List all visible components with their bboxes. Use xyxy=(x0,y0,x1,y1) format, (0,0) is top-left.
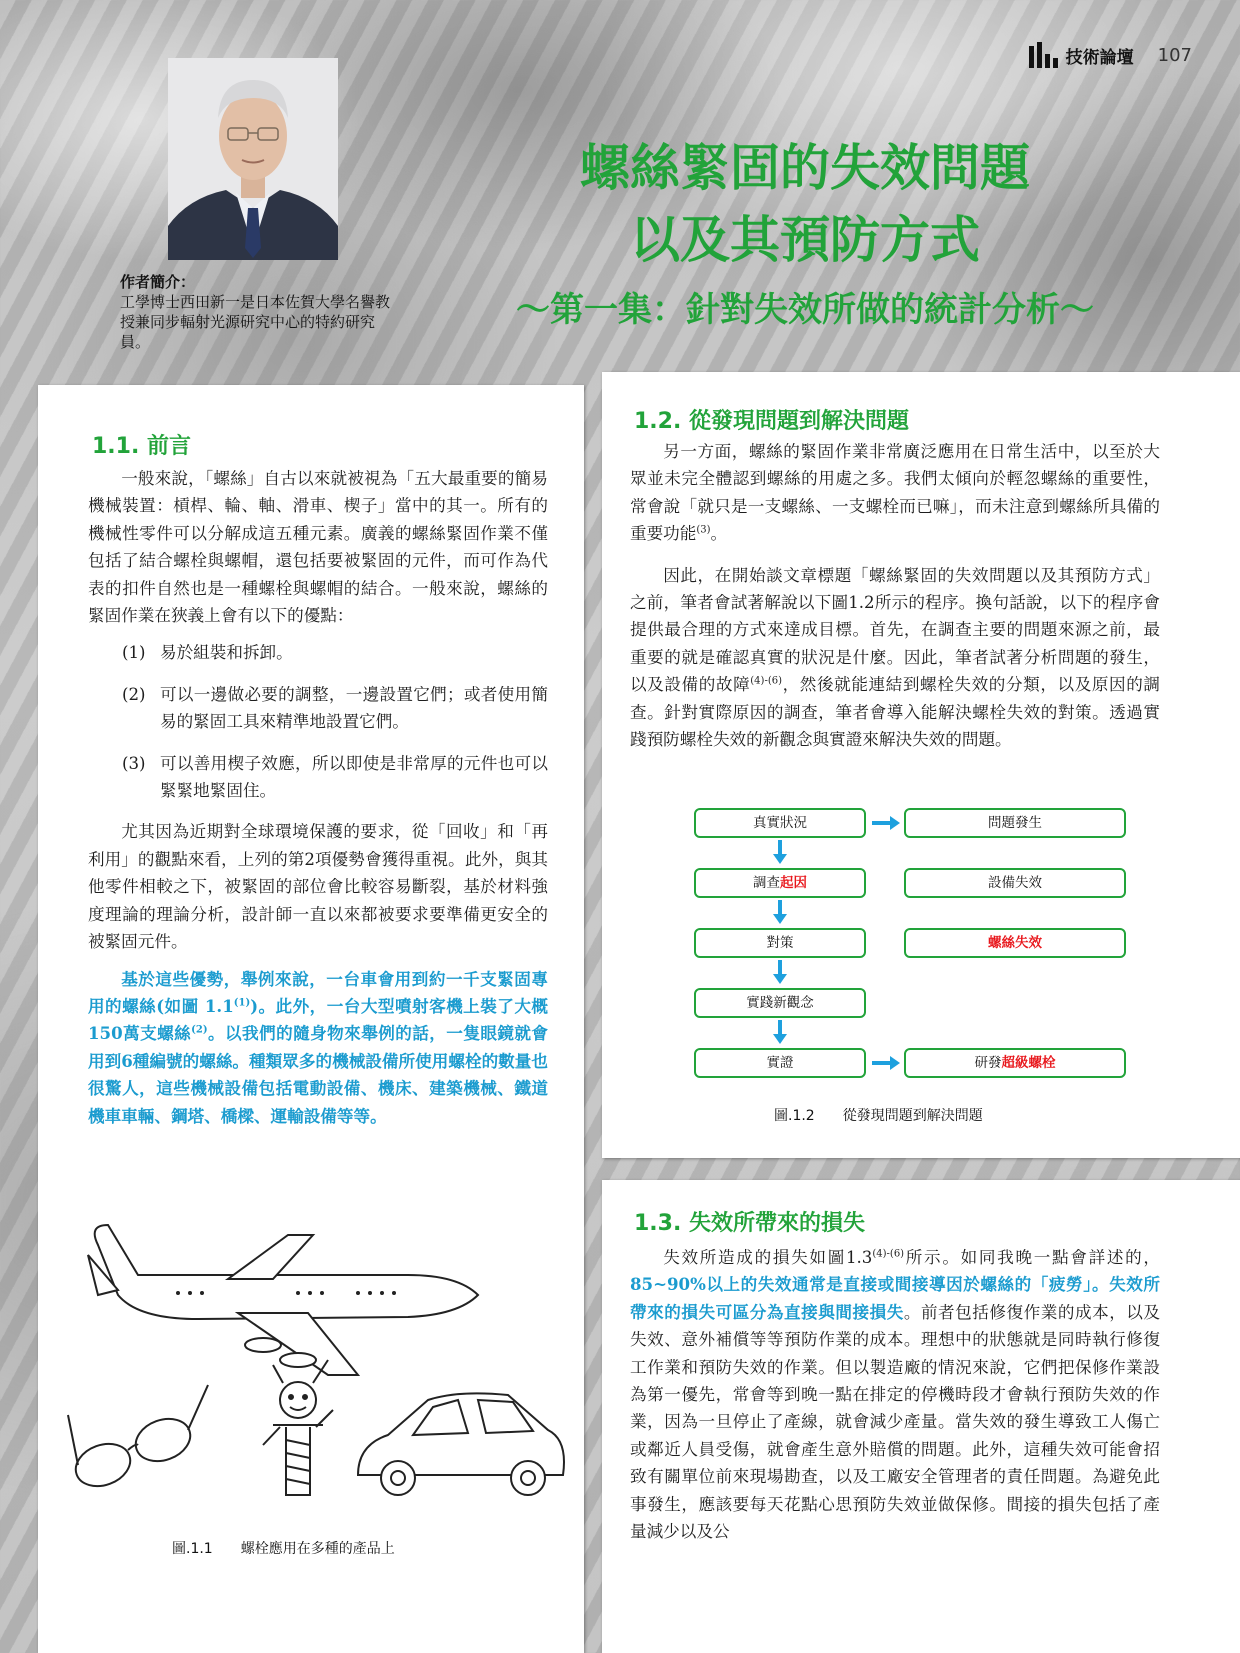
author-bio-text: 工學博士西田新一是日本佐賀大學名譽教授兼同步輻射光源研究中心的特約研究員。 xyxy=(120,293,391,351)
flow-box-verification xyxy=(694,1048,866,1078)
advantages-list xyxy=(88,639,548,804)
list-item-text: 可以善用楔子效應，所以即使是非常厚的元件也可以緊緊地緊固住。 xyxy=(160,753,548,801)
figure-1-1-number: 圖.1.1 xyxy=(172,1541,213,1557)
article-title xyxy=(400,132,1210,336)
list-item xyxy=(88,681,548,736)
list-item-number: (3) xyxy=(122,753,146,773)
figure-1-2-caption xyxy=(774,1105,983,1125)
reference-3: (3) xyxy=(696,524,711,536)
flow-box-develop-super-bolt xyxy=(904,1048,1126,1078)
flow-box-screw-failure xyxy=(904,928,1126,958)
section-1-1-body xyxy=(88,465,548,1130)
left-column-panel xyxy=(38,385,584,1653)
p2-part-b: ，然後就能連結到螺栓失效的分類，以及原因的調查。針對實際原因的調查，筆者會導入能解決螺栓失效的對策。透過實踐預防螺栓失效的新觀念與實證來解決失效的問題。 xyxy=(630,675,1161,750)
list-item-text: 易於組裝和拆卸。 xyxy=(160,643,293,663)
section-name: 技術論壇 xyxy=(1065,47,1134,68)
section-1-3-paragraph-1 xyxy=(630,1244,1160,1545)
p1-highlight: 85~90%以上的失效通常是直接或間接導因於螺絲的「疲勞」。失效所帶來的損失可區分為直接與間接損失 xyxy=(630,1274,1160,1322)
author-photo xyxy=(168,58,338,260)
list-item xyxy=(88,750,548,805)
flow-box-highlight: 超級螺栓 xyxy=(1001,1055,1056,1071)
flow-box-real-situation xyxy=(694,808,866,838)
figure-1-2-flow-diagram xyxy=(602,372,1240,1158)
figure-1-2-number: 圖.1.2 xyxy=(774,1108,815,1124)
flow-box-text: 研發 xyxy=(974,1055,1002,1071)
title-subtitle: ～第一集：針對失效所做的統計分析～ xyxy=(516,290,1094,330)
reference-4-6: (4)-(6) xyxy=(872,1248,905,1260)
title-line-2: 以及其預防方式 xyxy=(630,211,980,269)
flow-box-text: 實踐新觀念 xyxy=(746,995,814,1011)
section-1-3-heading: 1.3. 失效所帶來的損失 xyxy=(634,1211,865,1236)
p1-part-c: 。前者包括修復作業的成本，以及失效、意外補償等等預防作業的成本。理想中的狀態就是同時執行修復工作業和預防失效的作業。但以製造廠的情況來說，它們把保修作業設為第一優先，常會等到晚一點在排定的停機時段才會執行預防失效的作業，因為一旦停止了產線，就會減少產量。當失效的發生導致工人傷亡或鄰近人員受傷，就會產生意外賠償的問題。此外，這種失效可能會招致有關單位前來現場勘查，以及工廠安全管理者的責任問題。為避免此事發生，應該要每天花點心思預防失效並做保修。間接的損失包括了產量減少以及公 xyxy=(630,1302,1161,1542)
car-drawing xyxy=(358,1393,564,1495)
flow-box-highlight: 起因 xyxy=(780,875,807,891)
flow-box-text: 真實狀況 xyxy=(753,815,807,831)
right-column-panel-2 xyxy=(602,1180,1240,1653)
figure-1-1-title: 螺栓應用在多種的產品上 xyxy=(240,1541,395,1557)
page-number: 107 xyxy=(1157,44,1192,66)
reference-2: (2) xyxy=(191,1024,208,1036)
list-item-text: 可以一邊做必要的調整，一邊設置它們；或者使用簡易的緊固工具來精準地設置它們。 xyxy=(160,684,548,732)
section-1-3-body xyxy=(630,1244,1160,1545)
p1-part-a: 失效所造成的損失如圖1.3 xyxy=(663,1248,873,1267)
flow-box-text: 對策 xyxy=(766,935,794,951)
flow-box-text: 設備失效 xyxy=(988,875,1042,891)
figure-1-1-caption xyxy=(172,1538,395,1558)
section-1-1-paragraph-2: 尤其因為近期對全球環境保護的要求，從「回收」和「再利用」的觀點來看，上列的第2項優勢會獲得重視。此外，與其他零件相較之下，被緊固的部位會比較容易斷裂，基於材料強度理論的理論分析，設計師一直以來都被要求要準備更安全的被緊固元件。 xyxy=(88,822,548,952)
bolt-character-drawing xyxy=(263,1360,333,1495)
p1-part-a: 另一方面，螺絲的緊固作業非常廣泛應用在日常生活中，以至於大眾並未完全體認到螺絲的用處之多。我們太傾向於輕忽螺絲的重要性，常會說「就只是一支螺絲、一支螺栓而已嘛」，而未注意到螺絲所具備的重要功能 xyxy=(630,442,1160,544)
section-1-1-heading: 1.1. 前言 xyxy=(92,434,191,459)
flow-box-text: 實證 xyxy=(766,1055,794,1071)
right-column-panel-1 xyxy=(602,372,1240,1158)
reference-1: (1) xyxy=(233,997,251,1009)
list-item xyxy=(88,639,548,666)
list-item-number: (1) xyxy=(122,643,146,663)
p1-part-b: 所示。如同我晚一點會詳述的， xyxy=(904,1248,1161,1267)
section-1-2-heading: 1.2. 從發現問題到解決問題 xyxy=(634,409,909,434)
page-header xyxy=(1029,42,1192,68)
flow-box-new-concept xyxy=(694,988,866,1018)
p3-part-a: 基於這些優勢，舉例來說，一台車會用到約一千支緊固專用的螺絲(如圖 1.1 xyxy=(88,968,548,1016)
glasses-drawing xyxy=(68,1385,208,1493)
flow-box-equipment-failure xyxy=(904,868,1126,898)
title-line-1: 螺絲緊固的失效問題 xyxy=(580,139,1030,197)
p1-part-b: 。 xyxy=(710,524,728,544)
reference-4-6: (4)-(6) xyxy=(750,675,782,687)
airplane-drawing xyxy=(88,1225,478,1375)
author-bio xyxy=(120,272,390,352)
p2-part-a: 因此，在開始談文章標題「螺絲緊固的失效問題以及其預防方式」之前，筆者會試著解說以下圖1.2所示的程序。換句話說，以下的程序會提供最合理的方式來達成目標。首先，在調查主要的問題來源之前，最重要的就是確認真實的狀況是什麼。因此，筆者試著分析問題的發生，以及設備的故障 xyxy=(630,565,1160,695)
flow-box-problem-occurs xyxy=(904,808,1126,838)
section-1-1-paragraph-3 xyxy=(88,966,548,1130)
figure-1-1-illustration xyxy=(58,1195,568,1525)
author-label: 作者簡介： xyxy=(120,273,196,291)
list-item-number: (2) xyxy=(122,684,146,704)
author-portrait xyxy=(168,58,338,260)
flow-box-investigate-cause xyxy=(694,868,866,898)
flow-box-countermeasure xyxy=(694,928,866,958)
flow-box-highlight: 螺絲失效 xyxy=(988,935,1042,951)
flow-box-text: 問題發生 xyxy=(988,815,1042,831)
flow-box-text: 調查 xyxy=(753,875,780,891)
p3-part-c: 。以我們的隨身物來舉例的話，一隻眼鏡就會用到6種編號的螺絲。種類眾多的機械設備所使用螺栓的數量也很驚人，這些機械設備包括電動設備、機床、建築機械、鐵道機車車輛、鋼塔、橋樑、運輸設備等等。 xyxy=(88,1023,549,1126)
section-1-1-paragraph-1: 一般來說，「螺絲」自古以來就被視為「五大最重要的簡易機械裝置：槓桿、輪、軸、滑車、楔子」當中的其一。所有的機械性零件可以分解成這五種元素。廣義的螺絲緊固作業不僅包括了結合螺栓與螺帽，還包括要被緊固的元件，而可作為代表的扣件自然也是一種螺栓與螺帽的結合。一般來說，螺絲的緊固作業在狹義上會有以下的優點： xyxy=(88,469,548,626)
p3-part-b: )。此外，一台大型噴射客機上裝了大概150萬支螺絲 xyxy=(88,995,548,1044)
figure-1-2-title: 從發現問題到解決問題 xyxy=(842,1108,983,1124)
bar-chart-icon xyxy=(1029,42,1058,68)
